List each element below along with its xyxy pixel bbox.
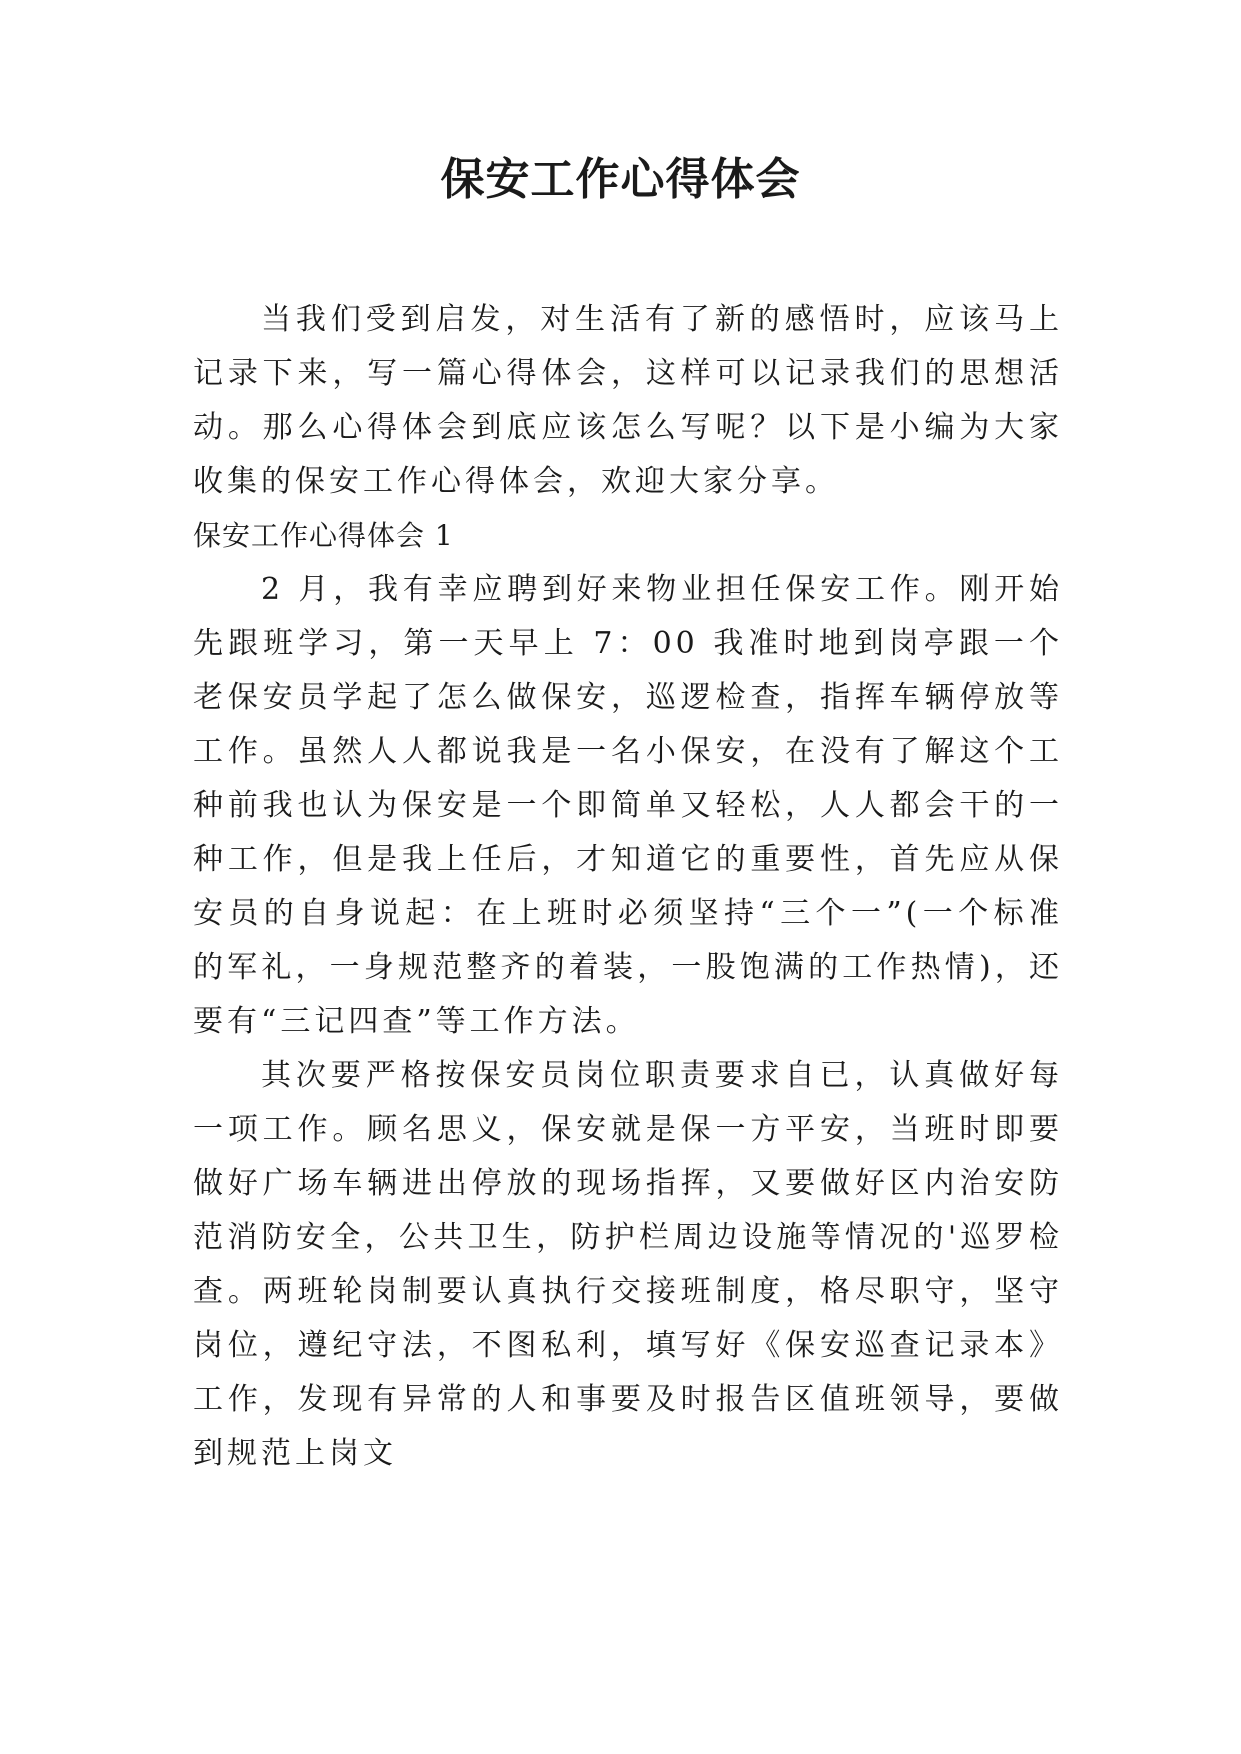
document-body <box>193 293 1063 1481</box>
intro-paragraph: 当我们受到启发，对生活有了新的感悟时，应该马上记录下来，写一篇心得体会，这样可以记录我们的思想活动。那么心得体会到底应该怎么写呢？以下是小编为大家收集的保安工作心得体会，欢迎大家分享。 <box>193 302 1063 499</box>
body-paragraph-1: 2 月，我有幸应聘到好来物业担任保安工作。刚开始先跟班学习，第一天早上 7：00 我准时地到岗亭跟一个老保安员学起了怎么做保安，巡逻检查，指挥车辆停放等工作。虽然人人都说我是一名小保安，在没有了解这个工种前我也认为保安是一个即简单又轻松，人人都会干的一种工作，但是我上任后，才知道它的重要性，首先应从保安员的自身说起：在上班时必须坚持“三个一”(一个标准的军礼，一身规范整齐的着装，一股饱满的工作热情)，还要有“三记四查”等工作方法。 <box>193 572 1063 1039</box>
body-paragraph-2: 其次要严格按保安员岗位职责要求自已，认真做好每一项工作。顾名思义，保安就是保一方平安，当班时即要做好广场车辆进出停放的现场指挥，又要做好区内治安防范消防安全，公共卫生，防护栏周边设施等情况的'巡罗检查。两班轮岗制要认真执行交接班制度，格尽职守，坚守岗位，遵纪守法，不图私利，填写好《保安巡查记录本》工作，发现有异常的人和事要及时报告区值班领导，要做到规范上岗文 <box>193 1058 1063 1471</box>
document-title: 保安工作心得体会 <box>440 154 801 205</box>
section-heading: 保安工作心得体会 1 <box>193 519 454 552</box>
